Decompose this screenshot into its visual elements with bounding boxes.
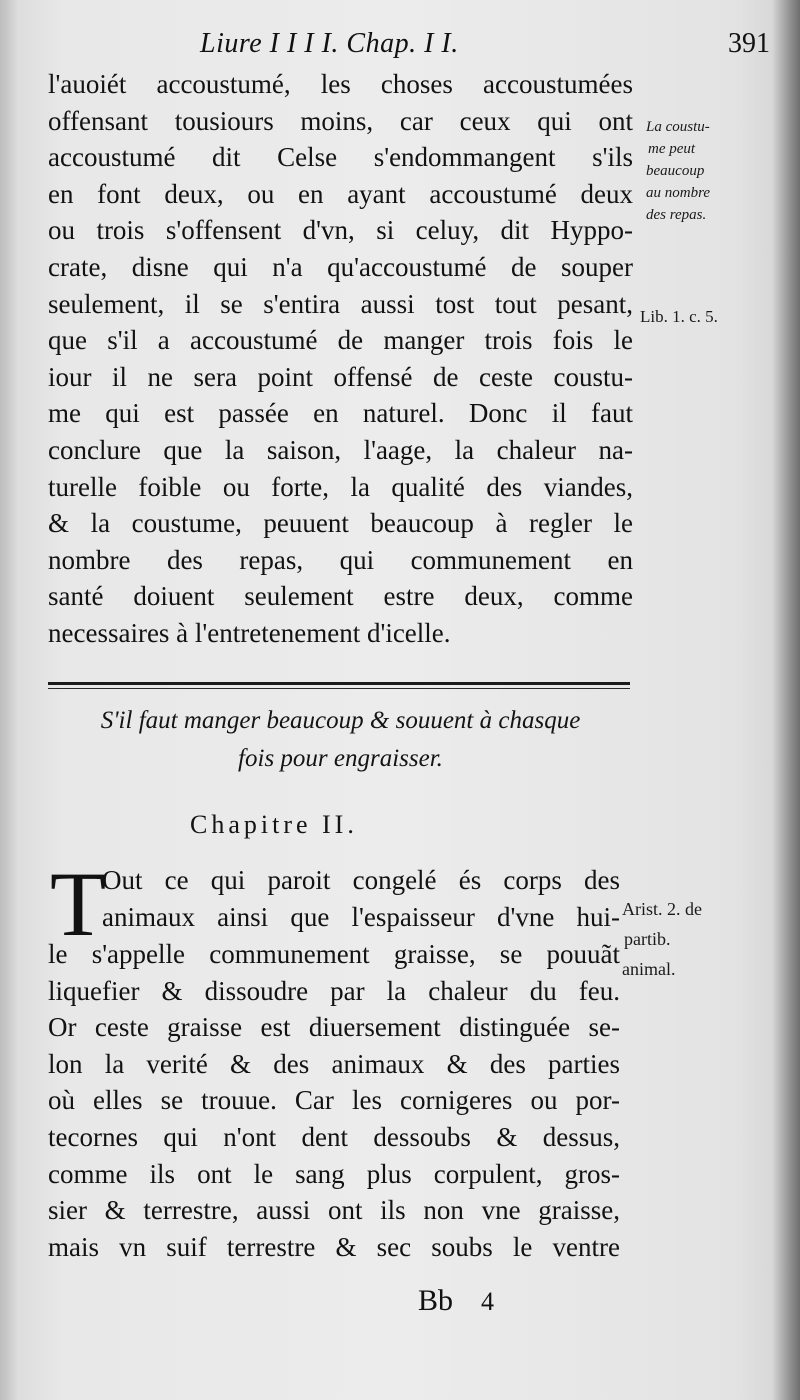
- margin-note-lib: Lib. 1. c. 5.: [640, 307, 718, 326]
- section-title-line: fois pour engraisser.: [238, 745, 443, 772]
- page-gutter-shadow: [772, 0, 800, 1400]
- text-line: animaux ainsi que l'espaisseur d'vne hui-: [102, 901, 620, 932]
- text-line: comme ils ont le sang plus corpulent, gros-: [48, 1158, 620, 1189]
- section-title: [48, 702, 633, 778]
- text-line: necessaires à l'entretenement d'icelle.: [48, 617, 451, 648]
- text-line: turelle foible ou forte, la qualité des viandes,: [48, 471, 633, 502]
- text-line: lon la verité & des animaux & des parties: [48, 1048, 620, 1079]
- text-line: nombre des repas, qui communement en: [48, 544, 633, 575]
- margin-note-line: animal.: [622, 959, 676, 979]
- margin-note-line: beaucoup: [646, 163, 705, 179]
- text-line: l'auoiét accoustumé, les choses accoustumées: [48, 69, 633, 99]
- margin-note-line: au nombre: [646, 185, 711, 201]
- text-line: ou trois s'offensent d'vn, si celuy, dit Hyppo-: [48, 215, 633, 246]
- text-line: offensant tousiours moins, car ceux qui ont: [48, 105, 633, 136]
- text-line: que s'il a accoustumé de manger trois fois le: [48, 325, 633, 356]
- section-rule-thin: [48, 688, 630, 689]
- text-line: & la coustume, peuuent beaucoup à regler le: [48, 508, 633, 539]
- text-line: crate, disne qui n'a qu'accoustumé de souper: [48, 251, 633, 282]
- section-title-line: S'il faut manger beaucoup & souuent à chasque: [100, 707, 581, 734]
- text-line: accoustumé dit Celse s'endommangent s'ils: [48, 142, 633, 173]
- margin-note-coustume: [646, 116, 710, 226]
- chapter-heading: Chapitre II.: [190, 810, 358, 839]
- running-head: Liure I I I I. Chap. I I.: [200, 28, 459, 59]
- margin-note-arist: [622, 894, 702, 984]
- margin-note-line: des repas.: [646, 207, 707, 223]
- text-line: conclure que la saison, l'aage, la chaleur na-: [48, 434, 633, 465]
- chapter-paragraph: [48, 936, 620, 1265]
- continuation-paragraph: [48, 66, 633, 652]
- signature-number: 4: [481, 1287, 495, 1316]
- text-line: Or ceste graisse est diuersement distinguée se-: [48, 1012, 620, 1043]
- margin-note-line: Arist. 2. de: [622, 899, 702, 919]
- text-line: iour il ne sera point offensé de ceste coustu-: [48, 361, 633, 392]
- margin-note-line: me peut: [648, 141, 696, 157]
- section-rule: [48, 682, 630, 685]
- page-left-shadow: [0, 0, 18, 1400]
- text-line: en font deux, ou en ayant accoustumé deux: [48, 178, 633, 209]
- page-number: 391: [728, 28, 770, 59]
- margin-note-line: partib.: [624, 929, 671, 949]
- drop-cap: T: [50, 853, 107, 955]
- text-line: tecornes qui n'ont dent dessoubs & dessus,: [48, 1121, 620, 1152]
- text-line: santé doiuent seulement estre deux, comme: [48, 581, 633, 612]
- text-line: Out ce qui paroit congelé és corps des: [102, 865, 620, 895]
- text-line: me qui est passée en naturel. Donc il faut: [48, 398, 633, 429]
- text-line: le s'appelle communement graisse, se pouuãt: [48, 939, 620, 969]
- margin-note-line: La coustu-: [646, 119, 710, 135]
- text-line: où elles se trouue. Car les cornigeres ou por-: [48, 1085, 620, 1116]
- chapter-opening-lines: [102, 862, 620, 935]
- signature-letters: Bb: [418, 1284, 454, 1317]
- text-line: mais vn suif terrestre & sec soubs le ventre: [48, 1231, 620, 1262]
- text-line: seulement, il se s'entira aussi tost tout pesant,: [48, 288, 633, 319]
- text-line: liquefier & dissoudre par la chaleur du feu.: [48, 975, 620, 1006]
- text-line: sier & terrestre, aussi ont ils non vne graisse,: [48, 1195, 620, 1226]
- signature-mark: [418, 1284, 494, 1318]
